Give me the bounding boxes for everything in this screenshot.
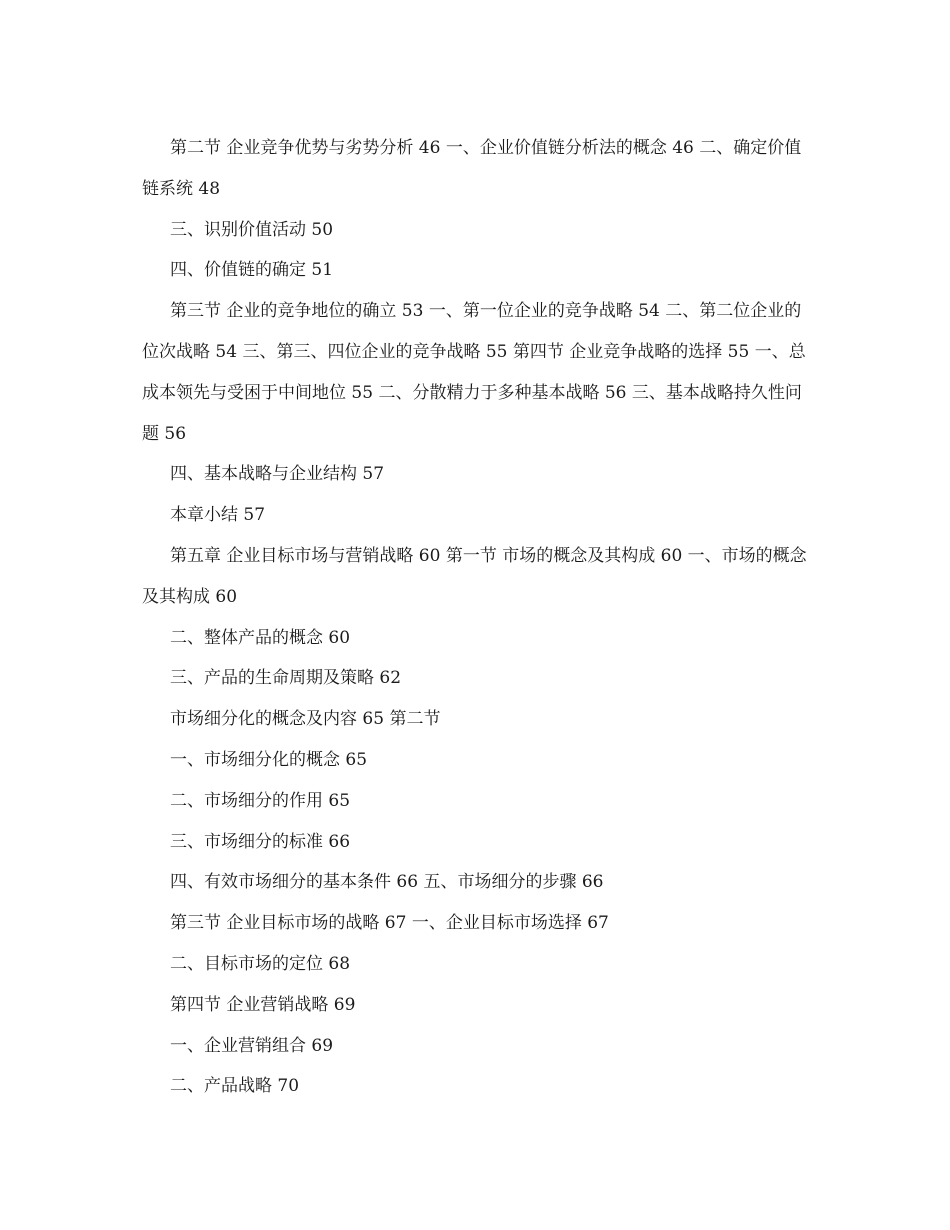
toc-entry: 一、企业营销组合 69 bbox=[170, 1035, 334, 1056]
toc-entry: 四、有效市场细分的基本条件 66 五、市场细分的步骤 66 bbox=[170, 872, 604, 893]
toc-entry: 四、价值链的确定 51 bbox=[170, 260, 334, 281]
toc-entry: 第二节 企业竞争优势与劣势分析 46 一、企业价值链分析法的概念 46 二、确定价值链系统 48 bbox=[142, 138, 802, 199]
toc-entry: 三、产品的生命周期及策略 62 bbox=[170, 668, 402, 689]
toc-entry: 第三节 企业目标市场的战略 67 一、企业目标市场选择 67 bbox=[170, 913, 609, 934]
toc-entry: 第四节 企业营销战略 69 bbox=[170, 994, 356, 1015]
toc-entry: 二、市场细分的作用 65 bbox=[170, 790, 351, 811]
toc-entry: 四、基本战略与企业结构 57 bbox=[170, 464, 385, 485]
table-of-contents bbox=[142, 128, 810, 1107]
toc-entry: 三、市场细分的标准 66 bbox=[170, 831, 351, 852]
toc-entry: 一、市场细分化的概念 65 bbox=[170, 749, 368, 770]
toc-entry: 三、识别价值活动 50 bbox=[170, 219, 334, 240]
toc-entry: 市场细分化的概念及内容 65 第二节 bbox=[170, 709, 441, 730]
toc-entry: 二、产品战略 70 bbox=[170, 1076, 300, 1097]
toc-entry: 第五章 企业目标市场与营销战略 60 第一节 市场的概念及其构成 60 一、市场的概念及其构成 60 bbox=[142, 545, 807, 607]
toc-entry: 二、目标市场的定位 68 bbox=[170, 953, 351, 974]
toc-entry: 本章小结 57 bbox=[170, 505, 266, 526]
toc-entry: 二、整体产品的概念 60 bbox=[170, 627, 351, 648]
toc-entry: 第三节 企业的竞争地位的确立 53 一、第一位企业的竞争战略 54 二、第二位企业的位次战略 54 三、第三、四位企业的竞争战略 55 第四节 企业竞争战略的选择 55 一、总成本领先与受困于中间地位 55 二、分散精力于多种基本战略 56 三、基本战略持久性问题 56 bbox=[142, 301, 806, 444]
